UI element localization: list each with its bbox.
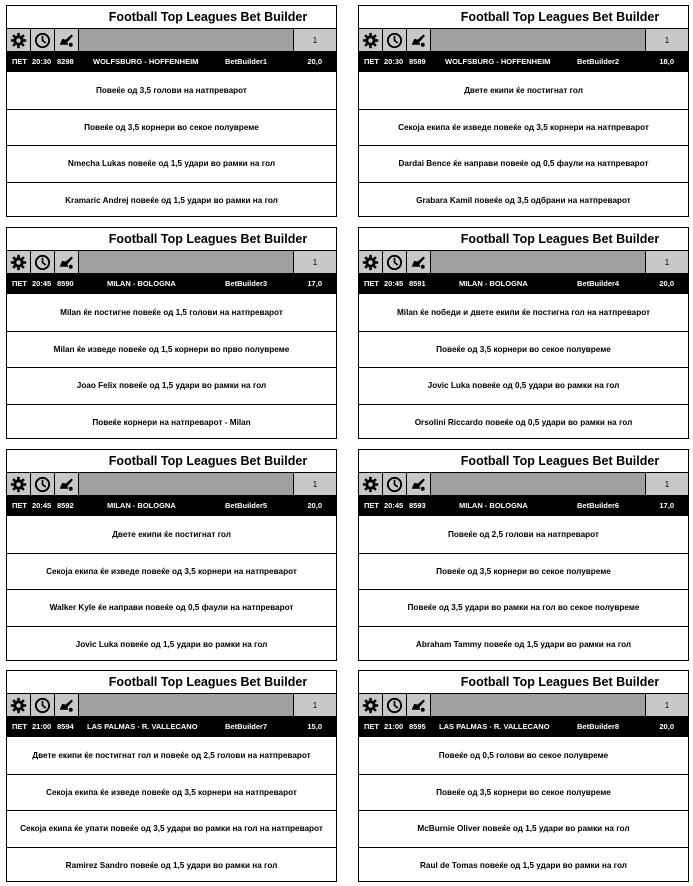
bet-list [359,72,688,216]
bet-row: Joao Felix повеќе од 1,5 удари во рамки на гол [7,367,336,404]
match-time: 21:00 [384,722,404,731]
icon-row [359,693,688,716]
clock-icon[interactable] [383,29,407,51]
bet-row: Kramaric Andrej повеќе од 1,5 удари во рамки на гол [7,182,336,219]
header-bar [431,694,646,716]
builder-name: BetBuilder6 [577,501,620,510]
match-day: ПЕТ [12,57,27,66]
bet-list [7,516,336,660]
builder-name: BetBuilder1 [225,57,268,66]
builder-name: BetBuilder5 [225,501,268,510]
bet-row: Повеќе од 2,5 голови на натпреварот [448,529,599,539]
bet-card [358,5,689,217]
bet-row: Повеќе од 3,5 корнери во секое полувреме [359,774,688,811]
card-title: Football Top Leagues Bet Builder [460,10,660,24]
icon-row [359,28,688,51]
football-boot-icon[interactable] [55,694,79,716]
match-time: 20:45 [32,501,52,510]
clock-icon[interactable] [383,473,407,495]
clock-icon[interactable] [383,251,407,273]
match-day: ПЕТ [364,501,379,510]
header-bar [79,251,294,273]
match-bar [359,495,688,516]
header-bar [431,473,646,495]
match-teams: WOLFSBURG - HOFFENHEIM [93,57,199,66]
bet-row: Двете екипи ќе постигнат гол и повеќе од 2,5 голови на натпреварот [32,750,311,760]
clock-icon[interactable] [31,473,55,495]
bet-row: Nmecha Lukas повеќе од 1,5 удари во рамки на гол [7,145,336,182]
selection-count: 1 [646,29,688,51]
gear-icon[interactable] [359,29,383,51]
bet-row: Повеќе од 3,5 корнери во секое полувреме [359,331,688,368]
bet-row: Grabara Kamil повеќе од 3,5 одбрани на натпреварот [359,182,688,219]
gear-icon[interactable] [359,694,383,716]
match-odds: 17,0 [307,279,322,288]
match-code: 8590 [57,279,74,288]
match-code: 8595 [409,722,426,731]
match-teams: WOLFSBURG - HOFFENHEIM [445,57,551,66]
match-code: 8589 [409,57,426,66]
bet-row: Секоја екипа ќе упати повеќе од 3,5 удари во рамки на гол на натпреварот [7,810,336,847]
gear-icon[interactable] [7,473,31,495]
match-code: 8591 [409,279,426,288]
bet-row: Milan ќе постигне повеќе од 1,5 голови на натпреварот [60,307,283,317]
bet-card [358,227,689,439]
card-title: Football Top Leagues Bet Builder [108,675,308,689]
bet-row: Секоја екипа ќе изведе повеќе од 3,5 корнери на натпреварот [359,109,688,146]
match-bar [359,51,688,72]
match-odds: 18,0 [659,57,674,66]
selection-count: 1 [646,251,688,273]
match-odds: 20,0 [307,501,322,510]
selection-count: 1 [294,29,336,51]
bet-row: Milan ќе победи и двете екипи ќе постигна гол на натпреварот [396,307,651,317]
bet-row: Повеќе корнери на натпреварот - Milan [7,404,336,441]
match-odds: 15,0 [307,722,322,731]
match-teams: MILAN - BOLOGNA [459,501,528,510]
bet-row: Секоја екипа ќе изведе повеќе од 3,5 корнери на натпреварот [7,774,336,811]
bet-card [358,670,689,882]
match-time: 20:30 [32,57,52,66]
match-bar [7,716,336,737]
builder-name: BetBuilder2 [577,57,620,66]
match-code: 8593 [409,501,426,510]
bet-row: Raul de Tomas повеќе од 1,5 удари во рамки на гол [359,847,688,884]
builder-name: BetBuilder8 [577,722,620,731]
clock-icon[interactable] [31,694,55,716]
match-time: 20:45 [32,279,52,288]
bet-card [6,227,337,439]
football-boot-icon[interactable] [55,473,79,495]
football-boot-icon[interactable] [55,251,79,273]
bet-list [359,294,688,438]
header-bar [79,694,294,716]
bet-row: Milan ќе изведе повеќе од 1,5 корнери во прво полувреме [7,331,336,368]
bet-row: Двете екипи ќе постигнат гол [112,529,231,539]
clock-icon[interactable] [383,694,407,716]
bet-row: Повеќе од 3,5 голови на натпреварот [96,85,247,95]
icon-row [7,28,336,51]
gear-icon[interactable] [359,251,383,273]
bet-card [6,5,337,217]
bet-list [7,737,336,881]
bet-card [6,449,337,661]
match-teams: LAS PALMAS - R. VALLECANO [87,722,198,731]
bet-row: Abraham Tammy повеќе од 1,5 удари во рамки на гол [359,626,688,663]
icon-row [7,693,336,716]
bet-row: Повеќе од 3,5 корнери во секое полувреме [359,553,688,590]
match-day: ПЕТ [364,722,379,731]
gear-icon[interactable] [359,473,383,495]
bet-row: Jovic Luka повеќе од 0,5 удари во рамки на гол [359,367,688,404]
header-bar [79,473,294,495]
match-odds: 17,0 [659,501,674,510]
match-day: ПЕТ [364,57,379,66]
icon-row [359,472,688,495]
selection-count: 1 [294,251,336,273]
card-title: Football Top Leagues Bet Builder [108,10,308,24]
match-odds: 20,0 [659,722,674,731]
bet-list [7,72,336,216]
card-title: Football Top Leagues Bet Builder [108,232,308,246]
clock-icon[interactable] [31,251,55,273]
builder-name: BetBuilder7 [225,722,268,731]
bet-row: McBurnie Oliver повеќе од 1,5 удари во рамки на гол [359,810,688,847]
match-time: 21:00 [32,722,52,731]
match-odds: 20,0 [307,57,322,66]
icon-row [7,472,336,495]
bet-row: Двете екипи ќе постигнат гол [464,85,583,95]
header-bar [79,29,294,51]
card-title: Football Top Leagues Bet Builder [460,232,660,246]
match-odds: 20,0 [659,279,674,288]
header-bar [431,29,646,51]
card-title: Football Top Leagues Bet Builder [460,675,660,689]
bet-list [7,294,336,438]
bet-row: Walker Kyle ќе направи повеќе од 0,5 фаули на натпреварот [7,589,336,626]
match-time: 20:30 [384,57,404,66]
bet-card [6,670,337,882]
card-title: Football Top Leagues Bet Builder [108,454,308,468]
football-boot-icon[interactable] [407,251,431,273]
card-title: Football Top Leagues Bet Builder [460,454,660,468]
match-day: ПЕТ [12,501,27,510]
match-teams: MILAN - BOLOGNA [459,279,528,288]
header-bar [431,251,646,273]
gear-icon[interactable] [7,694,31,716]
selection-count: 1 [646,473,688,495]
match-day: ПЕТ [364,279,379,288]
icon-row [359,250,688,273]
match-code: 8298 [57,57,74,66]
match-code: 8594 [57,722,74,731]
builder-name: BetBuilder4 [577,279,620,288]
match-bar [359,716,688,737]
football-boot-icon[interactable] [55,29,79,51]
match-bar [7,495,336,516]
match-bar [359,273,688,294]
selection-count: 1 [646,694,688,716]
bet-row: Повеќе од 3,5 удари во рамки на гол во секое полувреме [359,589,688,626]
bet-row: Секоја екипа ќе изведе повеќе од 3,5 корнери на натпреварот [7,553,336,590]
clock-icon[interactable] [31,29,55,51]
bet-list [359,516,688,660]
match-bar [7,51,336,72]
bet-row: Orsolini Riccardo повеќе од 0,5 удари во рамки на гол [359,404,688,441]
match-day: ПЕТ [12,279,27,288]
icon-row [7,250,336,273]
bet-row: Dardai Bence ќе направи повеќе од 0,5 фаули на натпреварот [359,145,688,182]
match-teams: LAS PALMAS - R. VALLECANO [439,722,550,731]
gear-icon[interactable] [7,29,31,51]
match-time: 20:45 [384,279,404,288]
bet-row: Jovic Luka повеќе од 1,5 удари во рамки на гол [7,626,336,663]
bet-card [358,449,689,661]
match-code: 8592 [57,501,74,510]
match-day: ПЕТ [12,722,27,731]
builder-name: BetBuilder3 [225,279,268,288]
gear-icon[interactable] [7,251,31,273]
match-teams: MILAN - BOLOGNA [107,501,176,510]
bet-list [359,737,688,881]
football-boot-icon[interactable] [407,29,431,51]
match-time: 20:45 [384,501,404,510]
bet-row: Ramirez Sandro повеќе од 1,5 удари во рамки на гол [7,847,336,884]
match-teams: MILAN - BOLOGNA [107,279,176,288]
football-boot-icon[interactable] [407,473,431,495]
football-boot-icon[interactable] [407,694,431,716]
selection-count: 1 [294,473,336,495]
bet-row: Повеќе од 0,5 голови во секое полувреме [438,750,609,760]
match-bar [7,273,336,294]
selection-count: 1 [294,694,336,716]
bet-row: Повеќе од 3,5 корнери во секое полувреме [7,109,336,146]
